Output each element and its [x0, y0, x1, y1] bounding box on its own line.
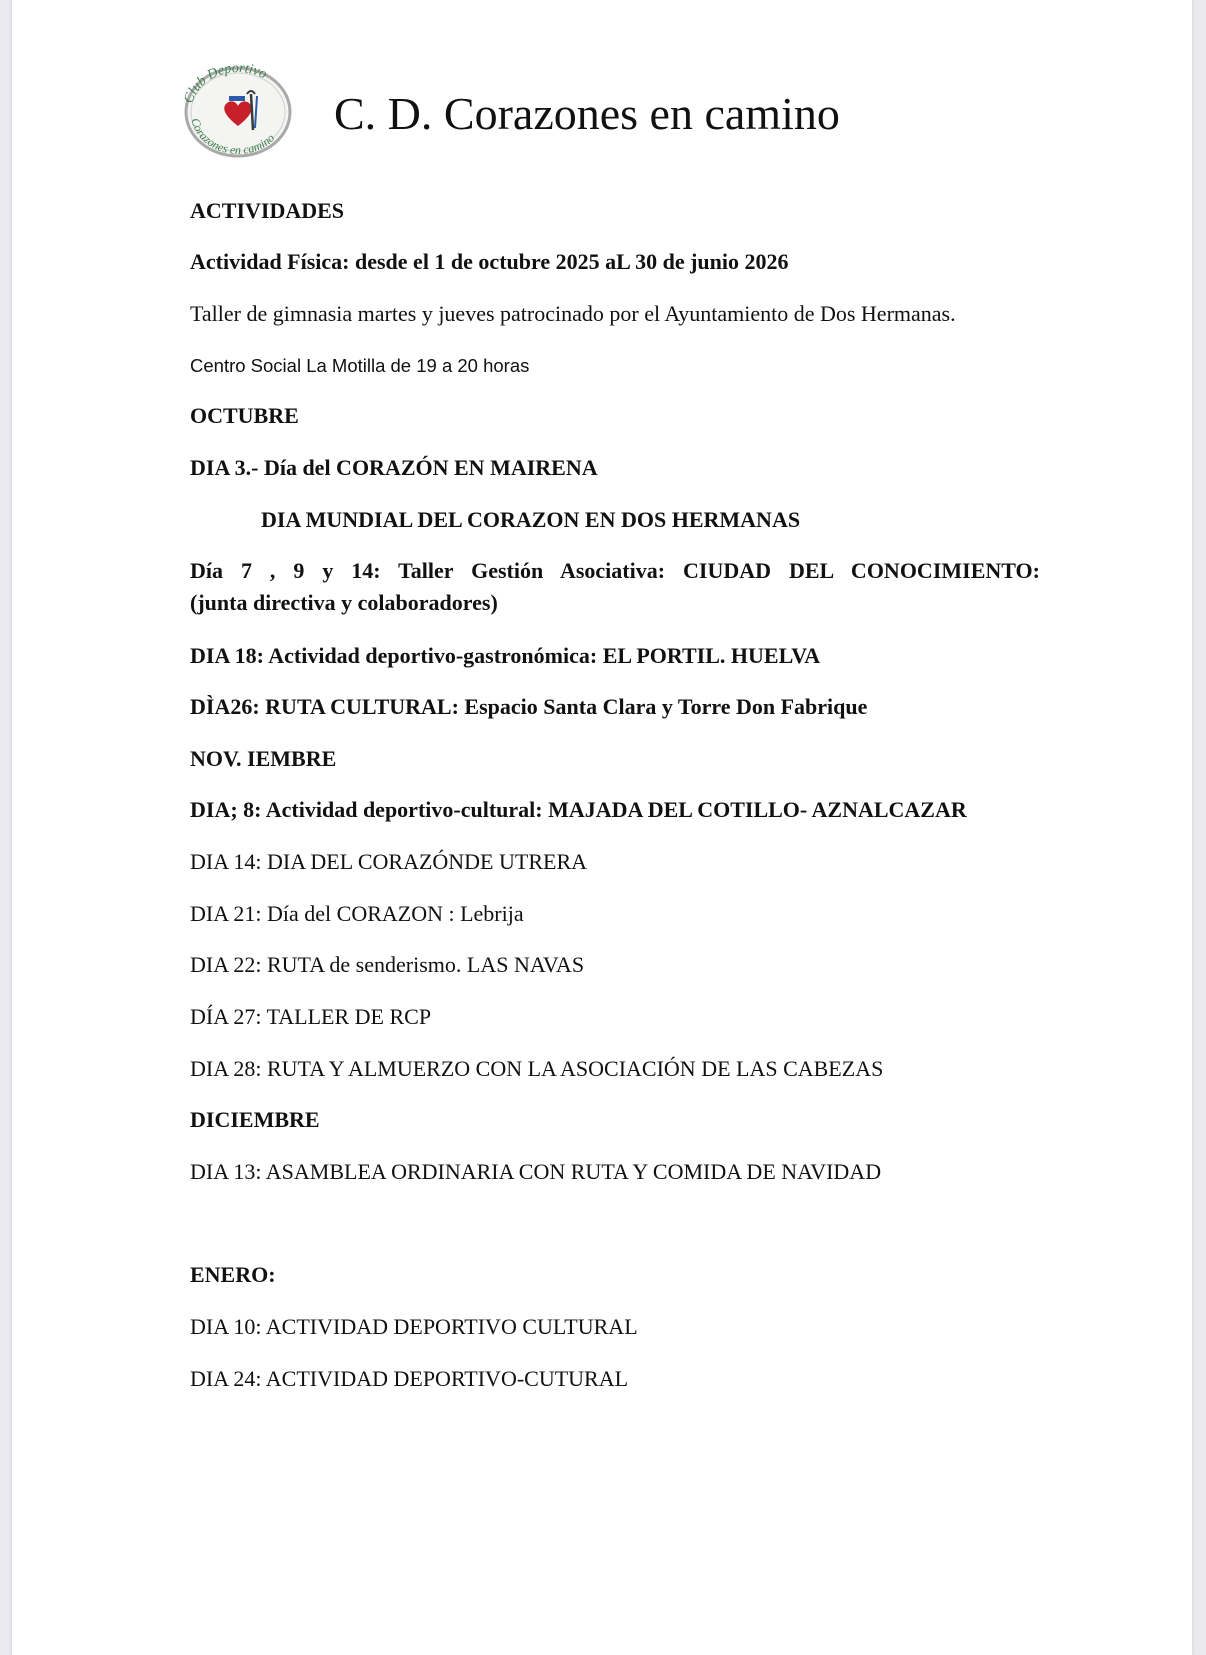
heading-enero: ENERO: — [190, 1262, 276, 1287]
line-taller-gimnasia: Taller de gimnasia martes y jueves patrocinado por el Ayuntamiento de Dos Hermanas. — [190, 301, 956, 326]
heading-noviembre: NOV. IEMBRE — [190, 746, 337, 771]
ene-dia-10: DIA 10: ACTIVIDAD DEPORTIVO CULTURAL — [190, 1314, 638, 1339]
oct-dia-3: DIA 3.- Día del CORAZÓN EN MAIRENA — [190, 455, 598, 480]
oct-dia-7-9-14 — [190, 555, 1040, 619]
heading-actividades: ACTIVIDADES — [190, 198, 345, 223]
oct-dia-18: DIA 18: Actividad deportivo-gastronómica: EL PORTIL. HUELVA — [190, 643, 821, 668]
ene-dia-24: DIA 24: ACTIVIDAD DEPORTIVO-CUTURAL — [190, 1366, 629, 1391]
nov-dia-27: DÍA 27: TALLER DE RCP — [190, 1004, 432, 1029]
svg-text:Club Deportivo: Club Deportivo — [181, 60, 270, 106]
nov-dia-22: DIA 22: RUTA de senderismo. LAS NAVAS — [190, 952, 585, 977]
nov-dia-21: DIA 21: Día del CORAZON : Lebrija — [190, 901, 524, 926]
dic-dia-13: DIA 13: ASAMBLEA ORDINARIA CON RUTA Y COMIDA DE NAVIDAD — [190, 1159, 882, 1184]
nov-dia-28: DIA 28: RUTA Y ALMUERZO CON LA ASOCIACIÓN DE LAS CABEZAS — [190, 1056, 884, 1081]
nov-dia-8: DIA; 8: Actividad deportivo-cultural: MAJADA DEL COTILLO- AZNALCAZAR — [190, 797, 967, 822]
nov-dia-14: DIA 14: DIA DEL CORAZÓNDE UTRERA — [190, 849, 587, 874]
svg-text:Corazones en camino: Corazones en camino — [188, 116, 278, 158]
oct-dia-mundial: DIA MUNDIAL DEL CORAZON EN DOS HERMANAS — [261, 507, 801, 532]
oct-dia-7-line1: Día 7 , 9 y 14: Taller Gestión Asociativa: CIUDAD DEL CONOCIMIENTO: — [190, 558, 1040, 583]
line-actividad-fisica: Actividad Física: desde el 1 de octubre 2025 aL 30 de junio 2026 — [190, 249, 789, 274]
document-title: C. D. Corazones en camino — [334, 88, 840, 139]
heading-octubre: OCTUBRE — [190, 403, 299, 428]
oct-dia-7-line2: (junta directiva y colaboradores) — [190, 590, 498, 615]
line-centro-social: Centro Social La Motilla de 19 a 20 horas — [190, 355, 530, 376]
heading-diciembre: DICIEMBRE — [190, 1107, 320, 1132]
document-page — [12, 0, 1192, 1655]
oct-dia-26: DÌA26: RUTA CULTURAL: Espacio Santa Clara y Torre Don Fabrique — [190, 694, 868, 719]
club-logo — [177, 60, 299, 160]
